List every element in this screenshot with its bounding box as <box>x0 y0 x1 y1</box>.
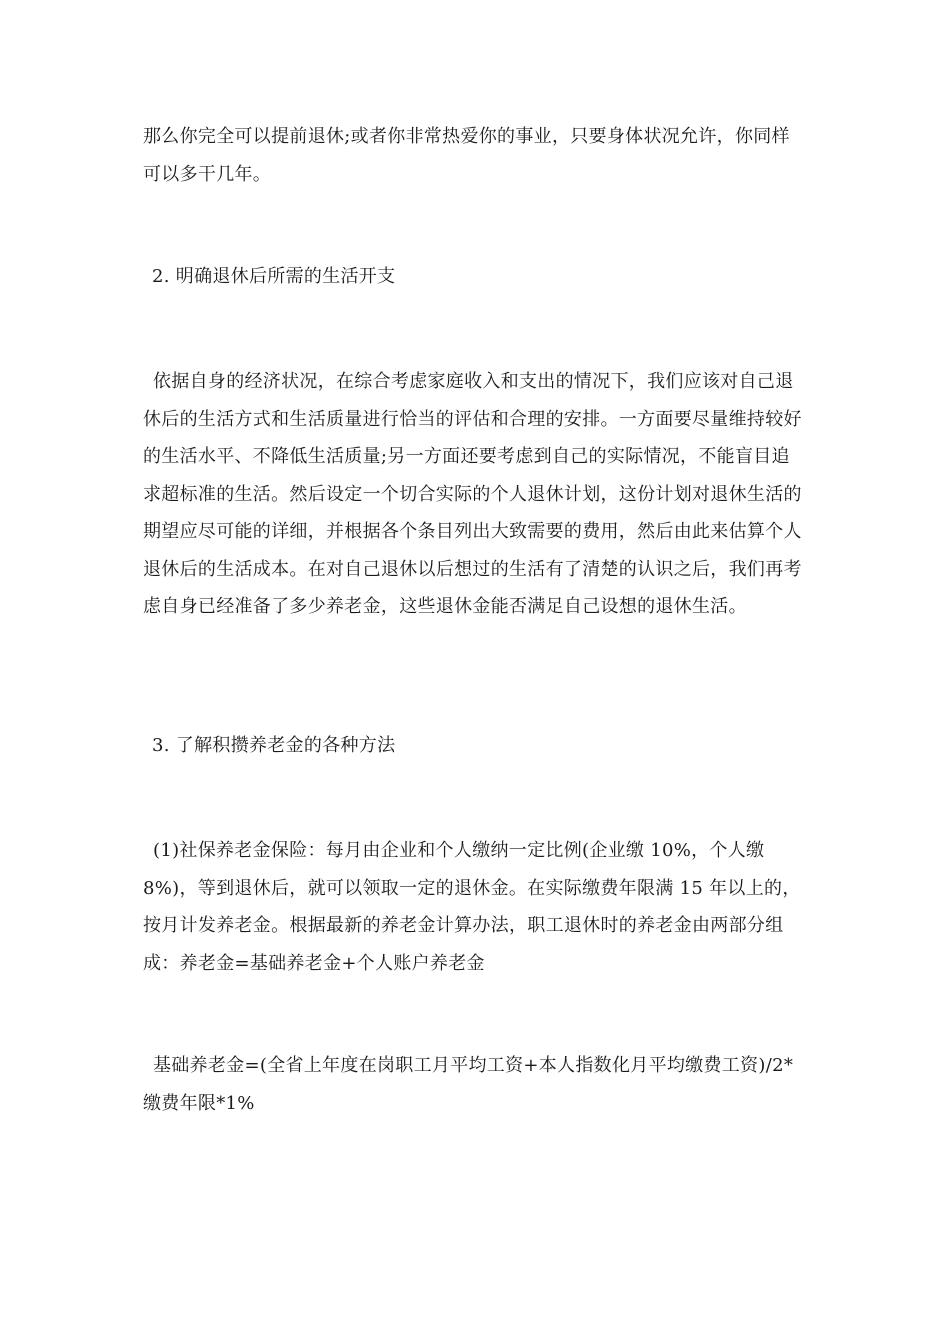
section-heading-2: 2. 明确退休后所需的生活开支 <box>152 266 396 287</box>
paragraph-basic-pension-formula: 基础养老金=(全省上年度在岗职工月平均工资+本人指数化月平均缴费工资)/2*缴费年限*1% <box>143 1055 794 1114</box>
paragraph-early-retirement: 那么你完全可以提前退休;或者你非常热爱你的事业，只要身体状况允许，你同样可以多干几年。 <box>143 126 790 185</box>
paragraph-social-pension-insurance: (1)社保养老金保险：每月由企业和个人缴纳一定比例(企业缴 10%，个人缴8%)，等到退休后，就可以领取一定的退休金。在实际缴费年限满 15 年以上的，按月计发养老金。根据最新的养老金计算办法，职工退休时的养老金由两部分组成：养老金=基础养老金+个人账户养老金 <box>143 840 801 974</box>
section-heading-3: 3. 了解积攒养老金的各种方法 <box>152 735 396 756</box>
paragraph-living-expenses: 依据自身的经济状况，在综合考虑家庭收入和支出的情况下，我们应该对自己退休后的生活方式和生活质量进行恰当的评估和合理的安排。一方面要尽量维持较好的生活水平、不降低生活质量;另一方面还要考虑到自己的实际情况，不能盲目追求超标准的生活。然后设定一个切合实际的个人退休计划，这份计划对退休生活的期望应尽可能的详细，并根据各个条目列出大致需要的费用，然后由此来估算个人退休后的生活成本。在对自己退休以后想过的生活有了清楚的认识之后，我们再考虑自身已经准备了多少养老金，这些退休金能否满足自己设想的退休生活。 <box>143 371 802 617</box>
